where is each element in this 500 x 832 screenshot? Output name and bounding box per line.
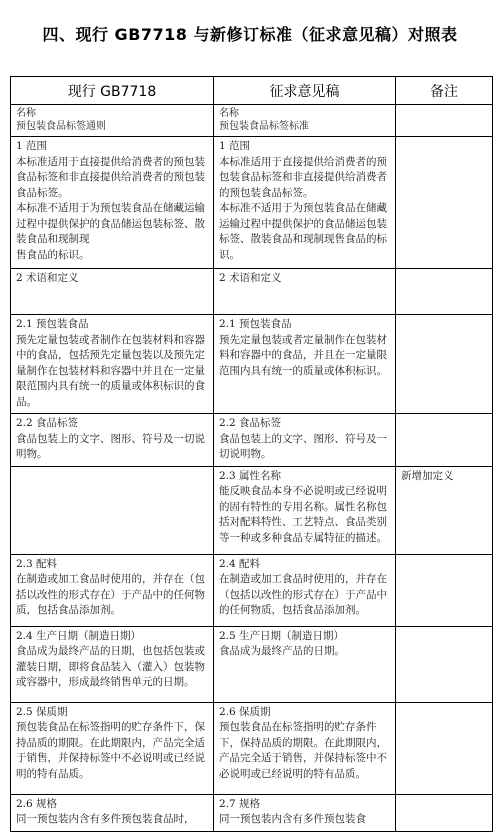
cell-text: 在制造或加工食品时使用的，并存在（包括以改性的形式存在）于产品中的任何物质，包括食品添加剂。 [16,573,205,616]
cell-text: 食品成为最终产品的日期。 [219,645,345,657]
page-title: 四、现行 GB7718 与新修订标准（征求意见稿）对照表 [42,25,458,44]
cell-text: 能反映食品本身不必说明或已经说明的固有特性的专用名称。属性名称包括对配料特性、工艺特点、食品类别等一种或多种食品专属特征的描述。 [219,485,387,544]
note-cell [396,414,493,467]
cell-text: 2.1 预包装食品 [16,318,89,330]
table-body [11,105,493,832]
cell-text: 食品包装上的文字、图形、符号及一切说明物。 [219,432,387,460]
current-cell [11,414,214,467]
cell-text: 同一预包装内含有多件预包装食品时， [16,813,195,825]
table-row [11,554,493,626]
table-row [11,702,493,794]
cell-text: 2.6 规格 [16,797,58,810]
current-cell [11,137,214,269]
cell-text: 2.6 保质期 [219,705,271,718]
current-cell [11,105,214,137]
current-cell [11,466,214,554]
cell-text: 2.5 保质期 [16,705,68,718]
current-cell [11,269,214,315]
table-row [11,466,493,554]
table-row [11,137,493,269]
cell-text: 2.4 生产日期（制造日期） [16,629,142,642]
current-cell [11,626,214,702]
cell-text: 2 术语和定义 [219,272,282,284]
cell-text: 预包装食品标签通则 [16,121,106,132]
cell-text: 2.2 食品标签 [219,417,282,429]
table-row [11,626,493,702]
cell-text: 预包装食品在标签指明的贮存条件下，保持品质的期限。在此期限内，产品完全适于销售，并保持标签中不必说明或已经说明的特有品质。 [219,721,387,780]
cell-text: 2.4 配料 [219,557,261,570]
cell-text: 2.7 规格 [219,797,261,810]
draft-cell [214,137,396,269]
draft-cell [214,794,396,831]
note-cell [396,269,493,315]
cell-text: 2 术语和定义 [16,272,79,284]
note-cell [396,702,493,794]
draft-cell [214,466,396,554]
table-row [11,105,493,137]
cell-text: 本标准适用于直接提供给消费者的预包装食品标签和非直接提供给消费者的预包装食品标签。 [219,155,387,199]
cell-text: 2.5 生产日期（制造日期） [219,629,345,642]
header-current: 现行 GB7718 [11,77,214,105]
table-row [11,414,493,467]
table-header-row [11,77,493,105]
current-cell [11,794,214,831]
note-cell [396,466,493,554]
cell-text: 本标准不适用于为预包装食品在储藏运输过程中提供保护的食品储运包装标签、散装食品和现制现售食品的标识。 [219,202,387,261]
draft-cell [214,315,396,414]
cell-text: 预先定量包装或者定量制作在包装材料和容器中的食品，并且在一定量限范围内具有统一的质量或体积标识。 [219,333,387,377]
cell-text: 本标准不适用于为预包装食品在储藏运输过程中提供保护的食品储运包装标签、散装食品和现制现 [16,202,205,245]
note-cell [396,105,493,137]
cell-text: 同一预包装内含有多件预包装食 [219,813,366,825]
cell-text: 预包装食品在标签指明的贮存条件下，保持品质的期限。在此期限内，产品完全适于销售，并保持标签中不必说明或已经说明的特有品质。 [16,721,205,780]
current-cell [11,315,214,414]
cell-text: 名称 [219,108,239,119]
cell-text: 在制造或加工食品时使用的，并存在（包括以改性的形式存在）于产品中的任何物质，包括食品添加剂。 [219,573,387,616]
cell-text: 新增加定义 [401,469,454,482]
note-cell [396,315,493,414]
cell-text: 2.2 食品标签 [16,417,79,429]
cell-text: 食品成为最终产品的日期，也包括包装或灌装日期，即将食品装入（灌入）包装物或容器中，形成最终销售单元的日期。 [16,645,205,688]
cell-text: 名称 [16,108,36,119]
table-row [11,315,493,414]
current-cell [11,554,214,626]
draft-cell [214,626,396,702]
cell-text: 食品包装上的文字、图形、符号及一切说明物。 [16,432,205,460]
cell-text: 1 范围 [219,140,251,152]
draft-cell [214,105,396,137]
table-row [11,269,493,315]
cell-text: 预包装食品标签标准 [219,121,309,132]
comparison-table [10,76,493,832]
cell-text: 预先定量包装或者制作在包装材料和容器中的食品，包括预先定量包装以及预先定量制作在包装材料和容器中并且在一定量限范围内具有统一的质量或体积标识的食品。 [16,333,205,408]
table-row [11,794,493,831]
draft-cell [214,554,396,626]
cell-text: 2.3 属性名称 [219,469,282,482]
cell-text: 本标准适用于直接提供给消费者的预包装食品标签和非直接提供给消费者的预包装食品标签。 [16,155,205,199]
note-cell [396,794,493,831]
cell-text: 2.3 配料 [16,557,58,570]
current-cell [11,702,214,794]
cell-text: 2.1 预包装食品 [219,318,292,330]
cell-text: 1 范围 [16,140,48,152]
header-note: 备注 [396,77,493,105]
note-cell [396,554,493,626]
cell-text: 售食品的标识。 [16,248,90,261]
note-cell [396,137,493,269]
draft-cell [214,414,396,467]
draft-cell [214,702,396,794]
header-draft: 征求意见稿 [214,77,396,105]
note-cell [396,626,493,702]
draft-cell [214,269,396,315]
